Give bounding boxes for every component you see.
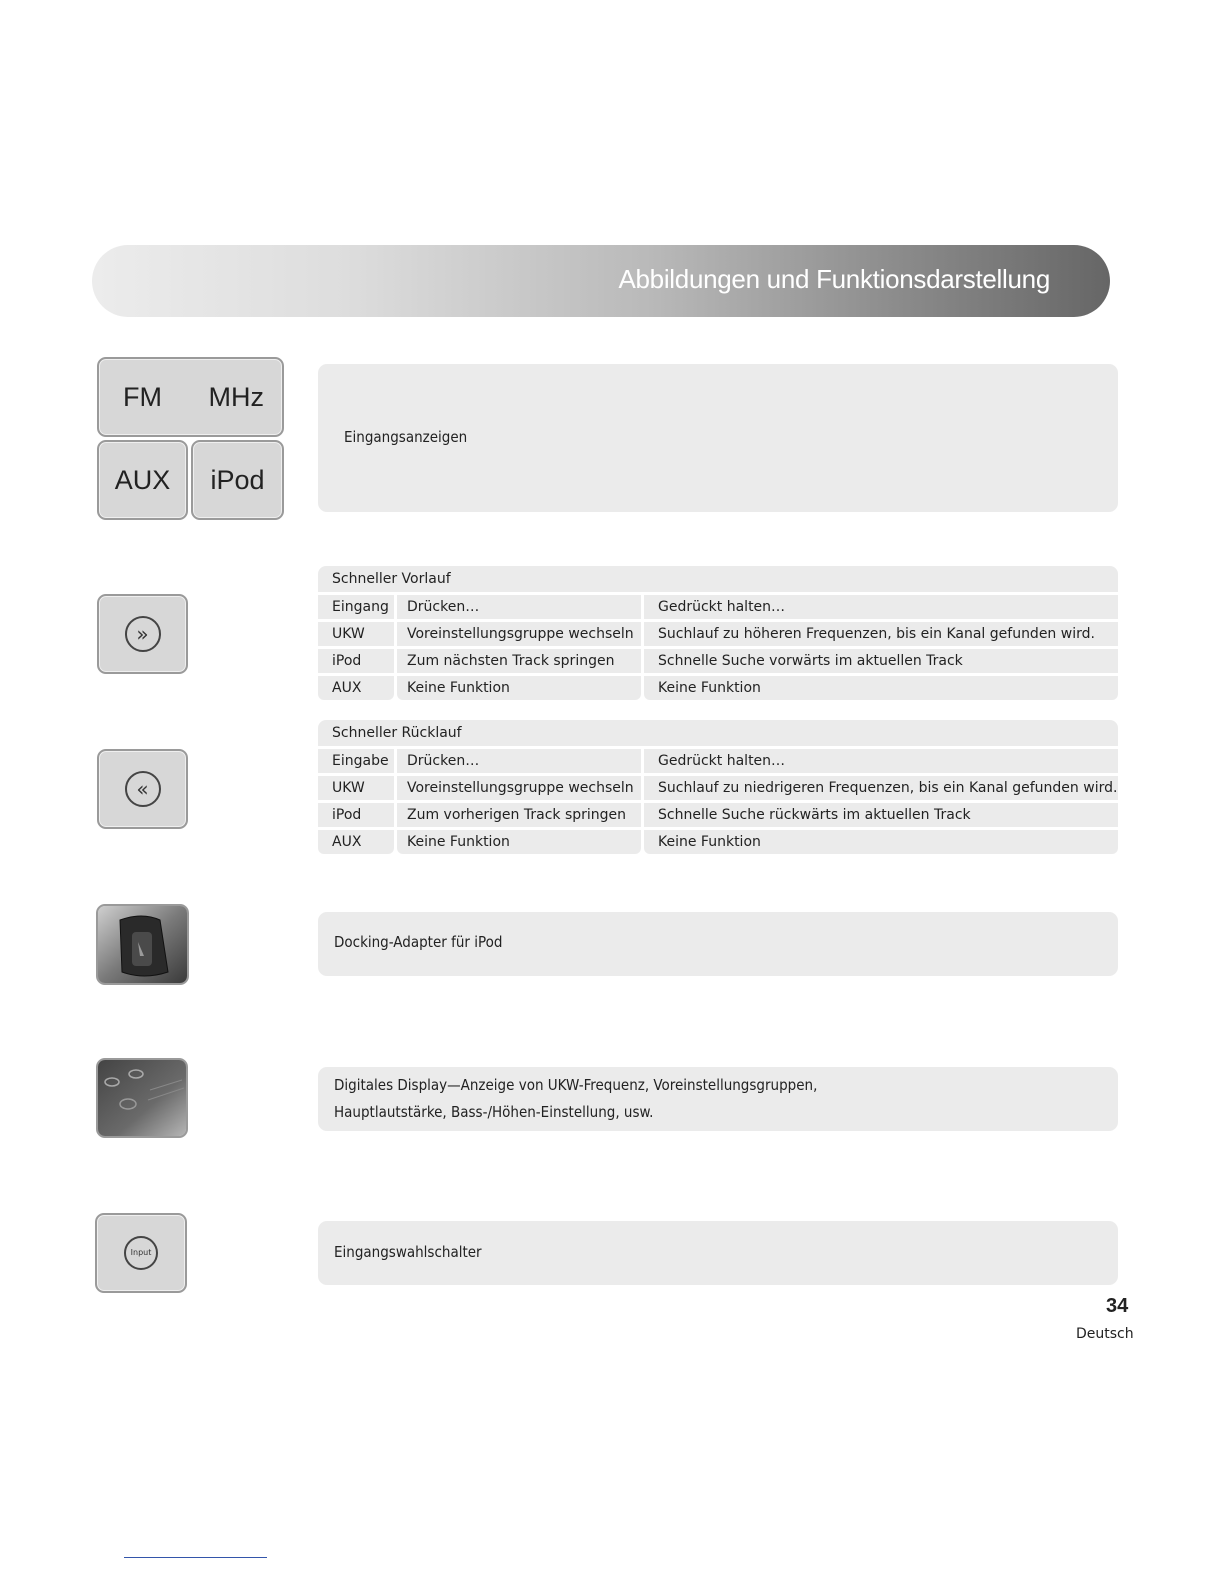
rewind-table-title: Schneller Rücklauf — [318, 720, 1118, 746]
table-cell: Schnelle Suche vorwärts im aktuellen Track — [644, 649, 1118, 673]
fast-forward-table-title: Schneller Vorlauf — [318, 566, 1118, 592]
table-cell: iPod — [318, 649, 394, 673]
header-cell: Gedrückt halten… — [644, 749, 1118, 773]
input-description: Eingangswahlschalter — [334, 1243, 482, 1261]
fm-label: FM — [123, 381, 162, 412]
table-header-row — [318, 749, 1118, 773]
table-cell: UKW — [318, 776, 394, 800]
fm-mhz-indicator — [97, 357, 284, 437]
section-header-bar — [92, 245, 1110, 317]
footnote-divider — [124, 1557, 267, 1558]
indicators-description: Eingangsanzeigen — [344, 428, 468, 446]
ipod-label: iPod — [210, 464, 265, 495]
mhz-label: MHz — [208, 381, 264, 412]
header-cell: Drücken… — [397, 595, 641, 619]
input-icon: Input — [124, 1236, 158, 1270]
table-row — [318, 776, 1118, 800]
fast-forward-table — [318, 566, 1118, 700]
ipod-indicator — [191, 440, 284, 520]
display-icon — [98, 1060, 186, 1136]
input-panel — [318, 1221, 1118, 1285]
table-cell: Voreinstellungsgruppe wechseln — [397, 776, 641, 800]
table-cell: Zum vorherigen Track springen — [397, 803, 641, 827]
table-row — [318, 830, 1118, 854]
section-title: Abbildungen und Funktionsdarstellung — [618, 264, 1050, 294]
dock-adapter-photo — [96, 904, 189, 985]
aux-label: AUX — [114, 464, 171, 495]
display-description-line2: Hauptlautstärke, Bass-/Höhen-Einstellung, usw. — [334, 1103, 654, 1121]
table-row — [318, 649, 1118, 673]
table-cell: Keine Funktion — [397, 830, 641, 854]
table-cell: Schnelle Suche rückwärts im aktuellen Track — [644, 803, 1118, 827]
dock-panel — [318, 912, 1118, 976]
rewind-table — [318, 720, 1118, 854]
header-cell: Eingabe — [318, 749, 394, 773]
header-cell: Eingang — [318, 595, 394, 619]
display-panel — [318, 1067, 1118, 1131]
header-cell: Drücken… — [397, 749, 641, 773]
table-row — [318, 803, 1118, 827]
table-cell: Zum nächsten Track springen — [397, 649, 641, 673]
table-cell: Voreinstellungsgruppe wechseln — [397, 622, 641, 646]
table-cell: AUX — [318, 830, 394, 854]
table-cell: Keine Funktion — [644, 676, 1118, 700]
display-description-line1: Digitales Display—Anzeige von UKW-Frequenz, Voreinstellungsgruppen, — [334, 1076, 818, 1094]
table-row — [318, 622, 1118, 646]
rewind-button-illustration — [97, 749, 188, 829]
fast-forward-icon: » — [125, 616, 161, 652]
page-number: 34 — [1106, 1295, 1129, 1317]
table-cell: Keine Funktion — [397, 676, 641, 700]
table-header-row — [318, 595, 1118, 619]
table-cell: Suchlauf zu niedrigeren Frequenzen, bis ein Kanal gefunden wird. — [644, 776, 1118, 800]
dock-description: Docking-Adapter für iPod — [334, 933, 503, 951]
aux-indicator — [97, 440, 188, 520]
input-button-illustration — [95, 1213, 187, 1293]
ipod-dock-icon — [98, 906, 187, 983]
digital-display-photo — [96, 1058, 188, 1138]
rewind-icon: « — [125, 771, 161, 807]
table-cell: AUX — [318, 676, 394, 700]
indicators-panel — [318, 364, 1118, 512]
table-row — [318, 676, 1118, 700]
table-cell: UKW — [318, 622, 394, 646]
table-cell: Keine Funktion — [644, 830, 1118, 854]
table-cell: Suchlauf zu höheren Frequenzen, bis ein Kanal gefunden wird. — [644, 622, 1118, 646]
header-cell: Gedrückt halten… — [644, 595, 1118, 619]
language-label: Deutsch — [1076, 1326, 1134, 1342]
table-cell: iPod — [318, 803, 394, 827]
fast-forward-button-illustration — [97, 594, 188, 674]
